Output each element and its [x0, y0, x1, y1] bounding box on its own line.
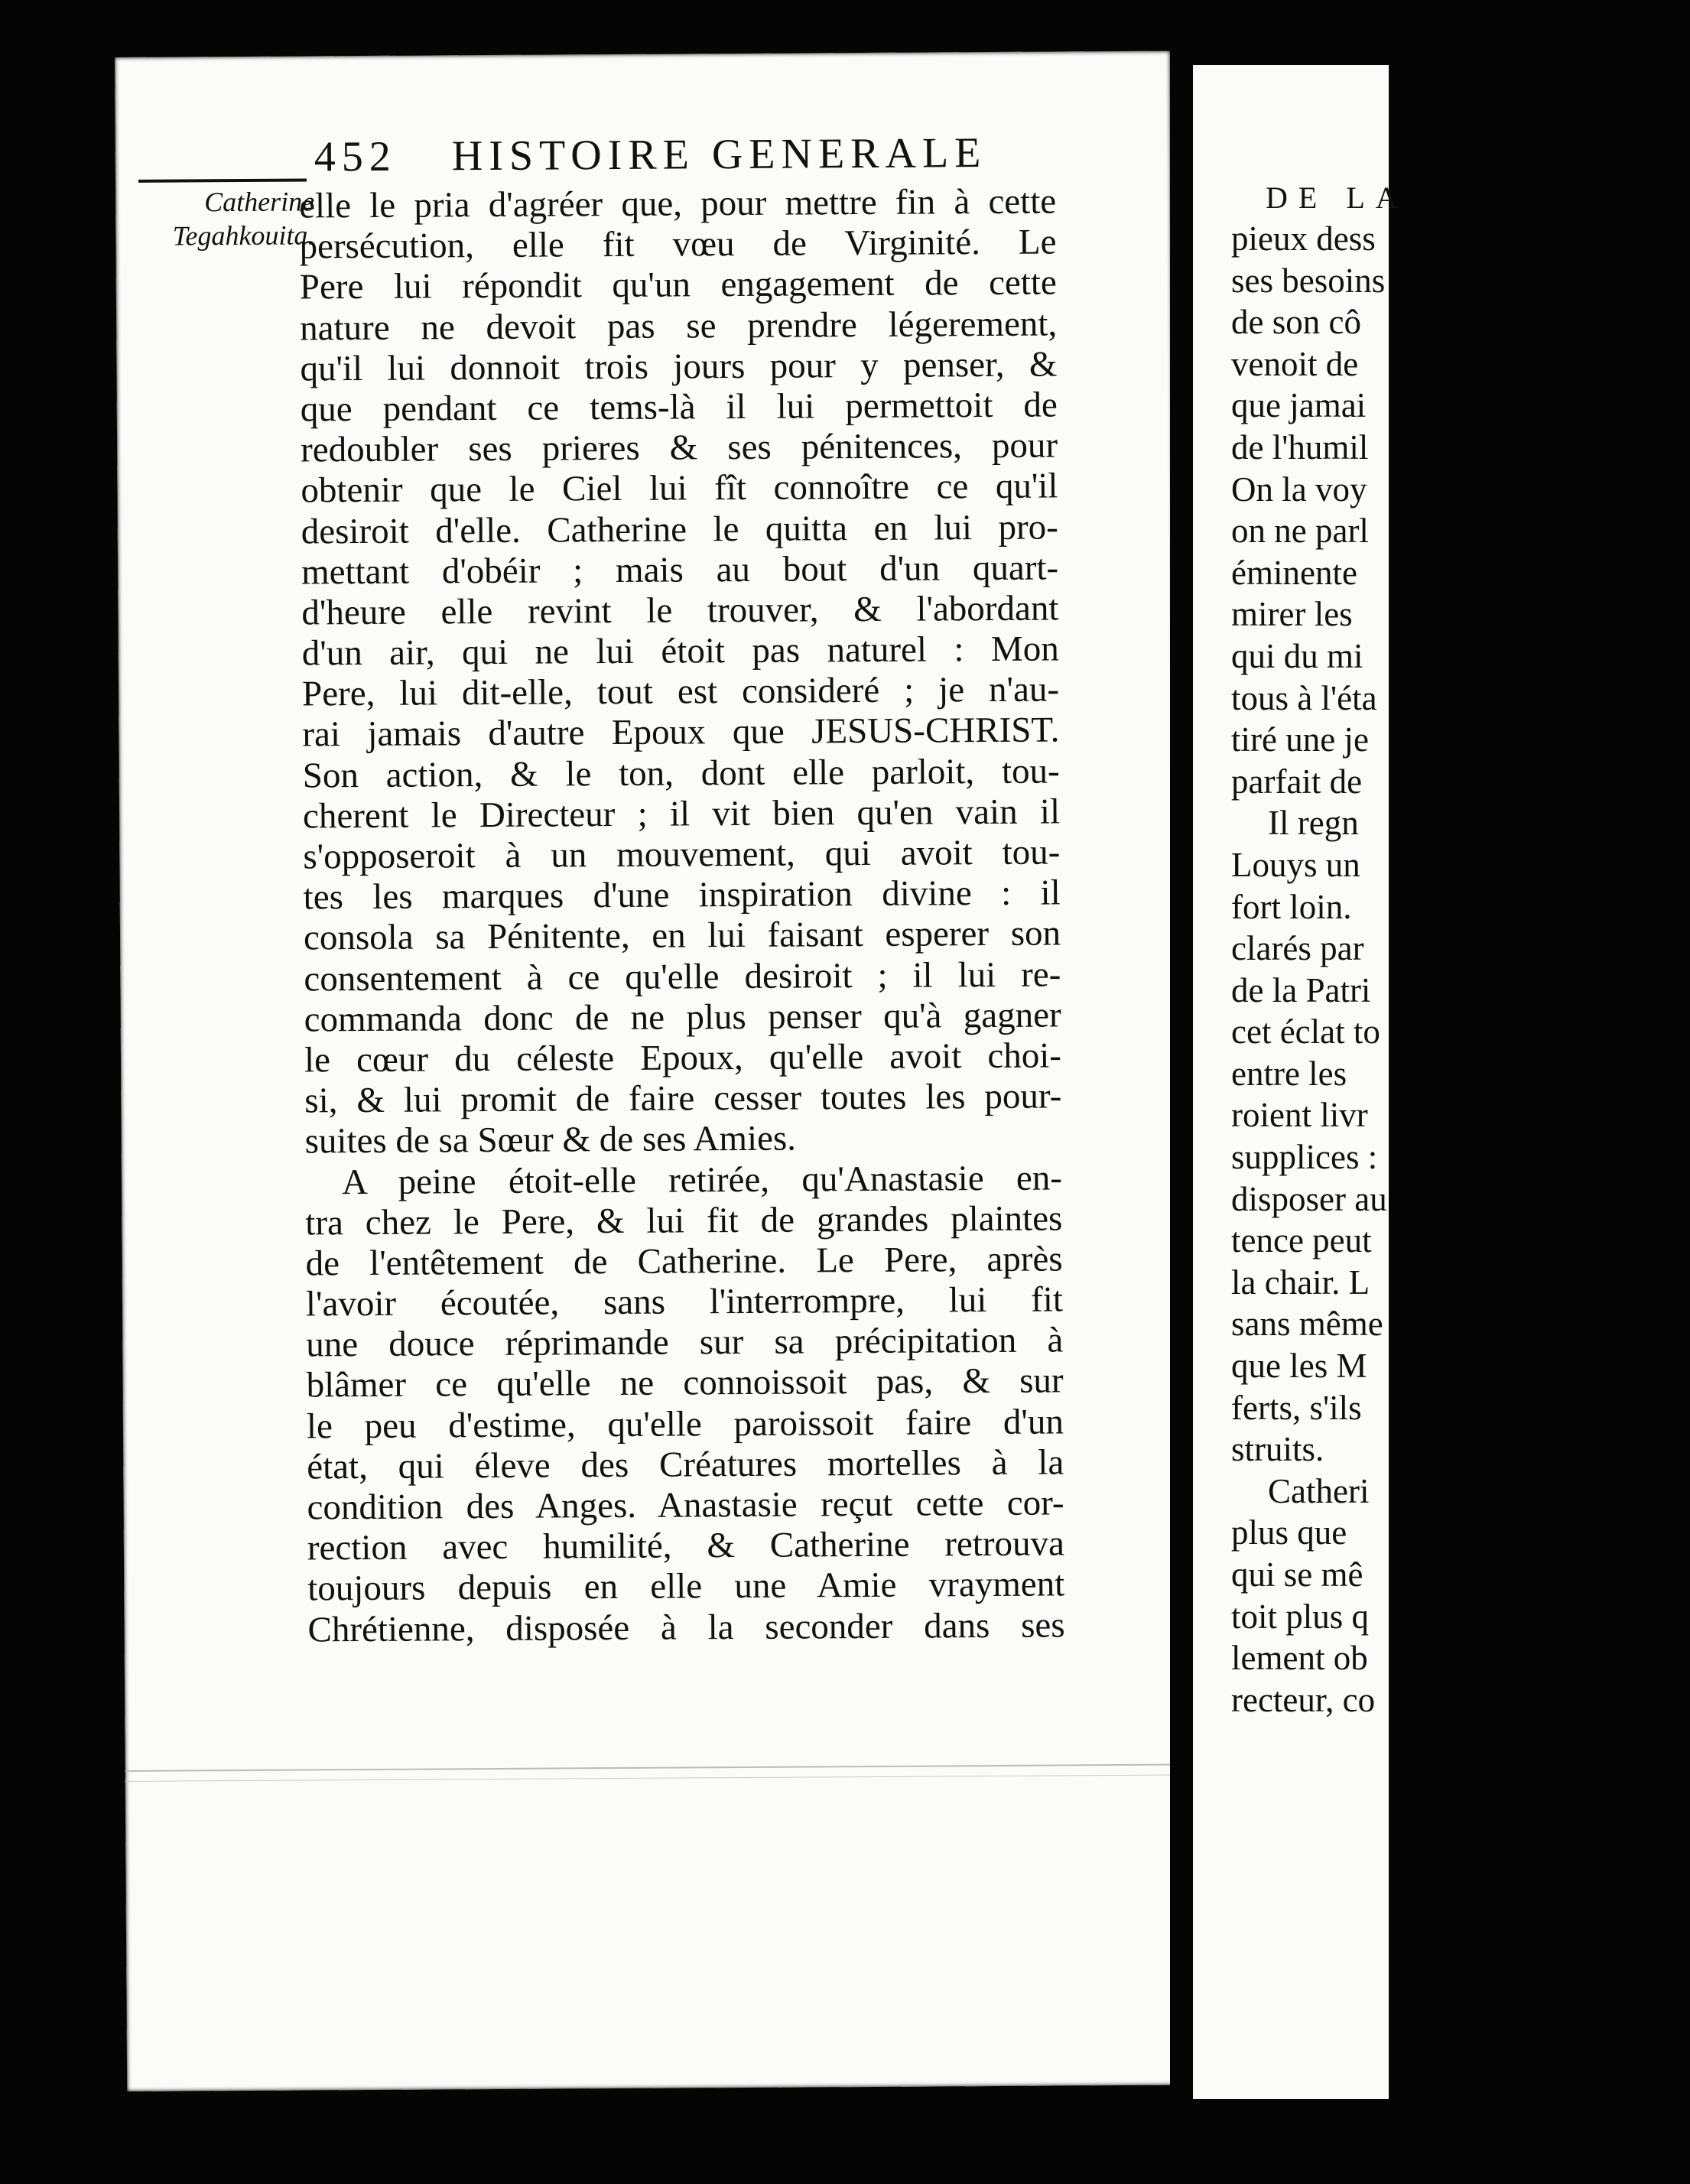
text-line: toit plus q — [1231, 1597, 1370, 1636]
text-line: venoit de — [1231, 344, 1359, 383]
margin-note-line: Tegahkouita. — [172, 219, 315, 252]
text-line: nature ne devoit pas se prendre légerement, — [300, 304, 1058, 349]
text-line: plus que — [1231, 1513, 1347, 1552]
text-line: recteur, co — [1231, 1680, 1376, 1719]
text-line: supplices : — [1231, 1138, 1378, 1177]
text-line: Pere, lui dit-elle, tout est consideré ; je n'au- — [301, 669, 1060, 714]
page-bottom-rule — [125, 1764, 1181, 1772]
text-line: lement ob — [1231, 1639, 1368, 1678]
text-line: redoubler ses prieres & ses pénitences, pour — [300, 425, 1058, 470]
text-line: tence peut — [1231, 1221, 1372, 1260]
text-line: entre les — [1231, 1054, 1347, 1093]
text-line: éminente — [1231, 553, 1357, 592]
text-line: persécution, elle fit vœu de Virginité. Le — [299, 222, 1057, 267]
text-line: elle le pria d'agréer que, pour mettre fin à cette — [299, 181, 1057, 226]
page-bottom-rule — [125, 1775, 1181, 1782]
text-line: si, & lui promit de faire cesser toutes les pour- — [304, 1076, 1062, 1121]
text-line: tra chez le Pere, & lui fit de grandes plaintes — [305, 1198, 1063, 1243]
text-line: une douce réprimande sur sa précipitation à — [306, 1320, 1064, 1365]
text-line: d'heure elle revint le trouver, & l'abordant — [301, 588, 1059, 633]
text-line: disposer au — [1231, 1179, 1387, 1218]
text-line: le peu d'estime, qu'elle paroissoit faire d'un — [306, 1402, 1064, 1447]
text-line: fort loin. — [1231, 887, 1352, 926]
right-body-text — [1231, 218, 1690, 1721]
text-line: A peine étoit-elle retirée, qu'Anastasie en- — [341, 1157, 1063, 1202]
text-line: Louys un — [1231, 845, 1360, 884]
right-running-head: DE LA — [1266, 180, 1409, 215]
text-line: ses besoins — [1231, 261, 1386, 300]
text-line: l'avoir écoutée, sans l'interrompre, lui fit — [305, 1279, 1064, 1324]
text-line: que les M — [1231, 1347, 1367, 1386]
text-line: de l'entêtement de Catherine. Le Pere, après — [305, 1239, 1063, 1284]
text-line: Pere lui répondit qu'un engagement de cette — [299, 262, 1057, 307]
text-line: sans même — [1231, 1305, 1383, 1344]
text-line: rection avec humilité, & Catherine retrouva — [307, 1523, 1065, 1568]
text-line: qu'il lui donnoit trois jours pour y penser, & — [300, 344, 1058, 389]
text-line: consola sa Pénitente, en lui faisant esperer son — [303, 913, 1061, 958]
text-line: cherent le Directeur ; il vit bien qu'en vain il — [302, 791, 1061, 837]
text-line: roient livr — [1231, 1096, 1368, 1135]
text-line: obtenir que le Ciel lui fît connoître ce qu'il — [301, 466, 1058, 511]
text-line: d'un air, qui ne lui étoit pas naturel : Mon — [301, 629, 1059, 674]
text-line: mettant d'obéir ; mais au bout d'un quart- — [301, 548, 1059, 593]
text-line: que jamai — [1231, 386, 1367, 425]
text-line: cet éclat to — [1231, 1012, 1380, 1051]
text-line: de son cô — [1231, 303, 1361, 342]
margin-note — [115, 184, 315, 253]
text-line: Chrétienne, disposée à la seconder dans ses — [307, 1605, 1065, 1650]
header-rule — [138, 178, 307, 182]
running-title: HISTOIRE GENERALE — [451, 129, 987, 180]
page-number: 452 — [314, 132, 397, 181]
text-line: de l'humil — [1231, 427, 1369, 466]
text-line: la chair. L — [1231, 1263, 1370, 1302]
text-line: Catheri — [1268, 1471, 1370, 1510]
text-line: ferts, s'ils — [1231, 1388, 1362, 1427]
body-text — [299, 181, 1065, 1650]
right-page — [1193, 65, 1409, 2099]
running-head — [314, 128, 1048, 182]
text-line: que pendant ce tems-là il lui permettoit de — [300, 385, 1058, 430]
text-line: desiroit d'elle. Catherine le quitta en lui pro- — [301, 506, 1058, 552]
text-line: on ne parl — [1231, 512, 1369, 551]
margin-note-line: Catherine — [204, 186, 315, 218]
text-line: Il regn — [1268, 804, 1359, 843]
text-line: de la Patri — [1231, 970, 1371, 1009]
text-line: état, qui éleve des Créatures mortelles à la — [307, 1442, 1064, 1487]
text-line: clarés par — [1231, 929, 1364, 968]
text-line: blâmer ce qu'elle ne connoissoit pas, & sur — [306, 1360, 1064, 1406]
text-line: le cœur du céleste Epoux, qu'elle avoit choi- — [304, 1035, 1062, 1081]
text-line: s'opposeroit à un mouvement, qui avoit tou- — [303, 832, 1061, 877]
text-line: suites de sa Sœur & de ses Amies. — [304, 1118, 797, 1162]
text-line: qui se mê — [1231, 1555, 1363, 1594]
text-line: qui du mi — [1231, 636, 1363, 675]
text-line: tiré une je — [1231, 720, 1369, 759]
left-page — [115, 51, 1182, 2091]
text-line: Son action, & le ton, dont elle parloit, tou- — [302, 751, 1060, 796]
text-line: toujours depuis en elle une Amie vrayment — [307, 1564, 1065, 1609]
text-line: consentement à ce qu'elle desiroit ; il lui re- — [304, 954, 1061, 999]
text-line: parfait de — [1231, 762, 1363, 801]
text-line: tes les marques d'une inspiration divine : il — [303, 873, 1061, 918]
text-line: rai jamais d'autre Epoux que JESUS-CHRIST. — [302, 710, 1060, 755]
text-line: tous à l'éta — [1231, 678, 1377, 717]
text-line: pieux dess — [1231, 219, 1376, 258]
text-line: struits. — [1231, 1430, 1324, 1469]
text-line: On la voy — [1231, 470, 1367, 509]
book-gutter — [1170, 0, 1193, 2184]
text-line: condition des Anges. Anastasie reçut cette cor- — [307, 1483, 1064, 1528]
text-line: mirer les — [1231, 595, 1353, 634]
text-line: commanda donc de ne plus penser qu'à gagner — [304, 995, 1061, 1040]
